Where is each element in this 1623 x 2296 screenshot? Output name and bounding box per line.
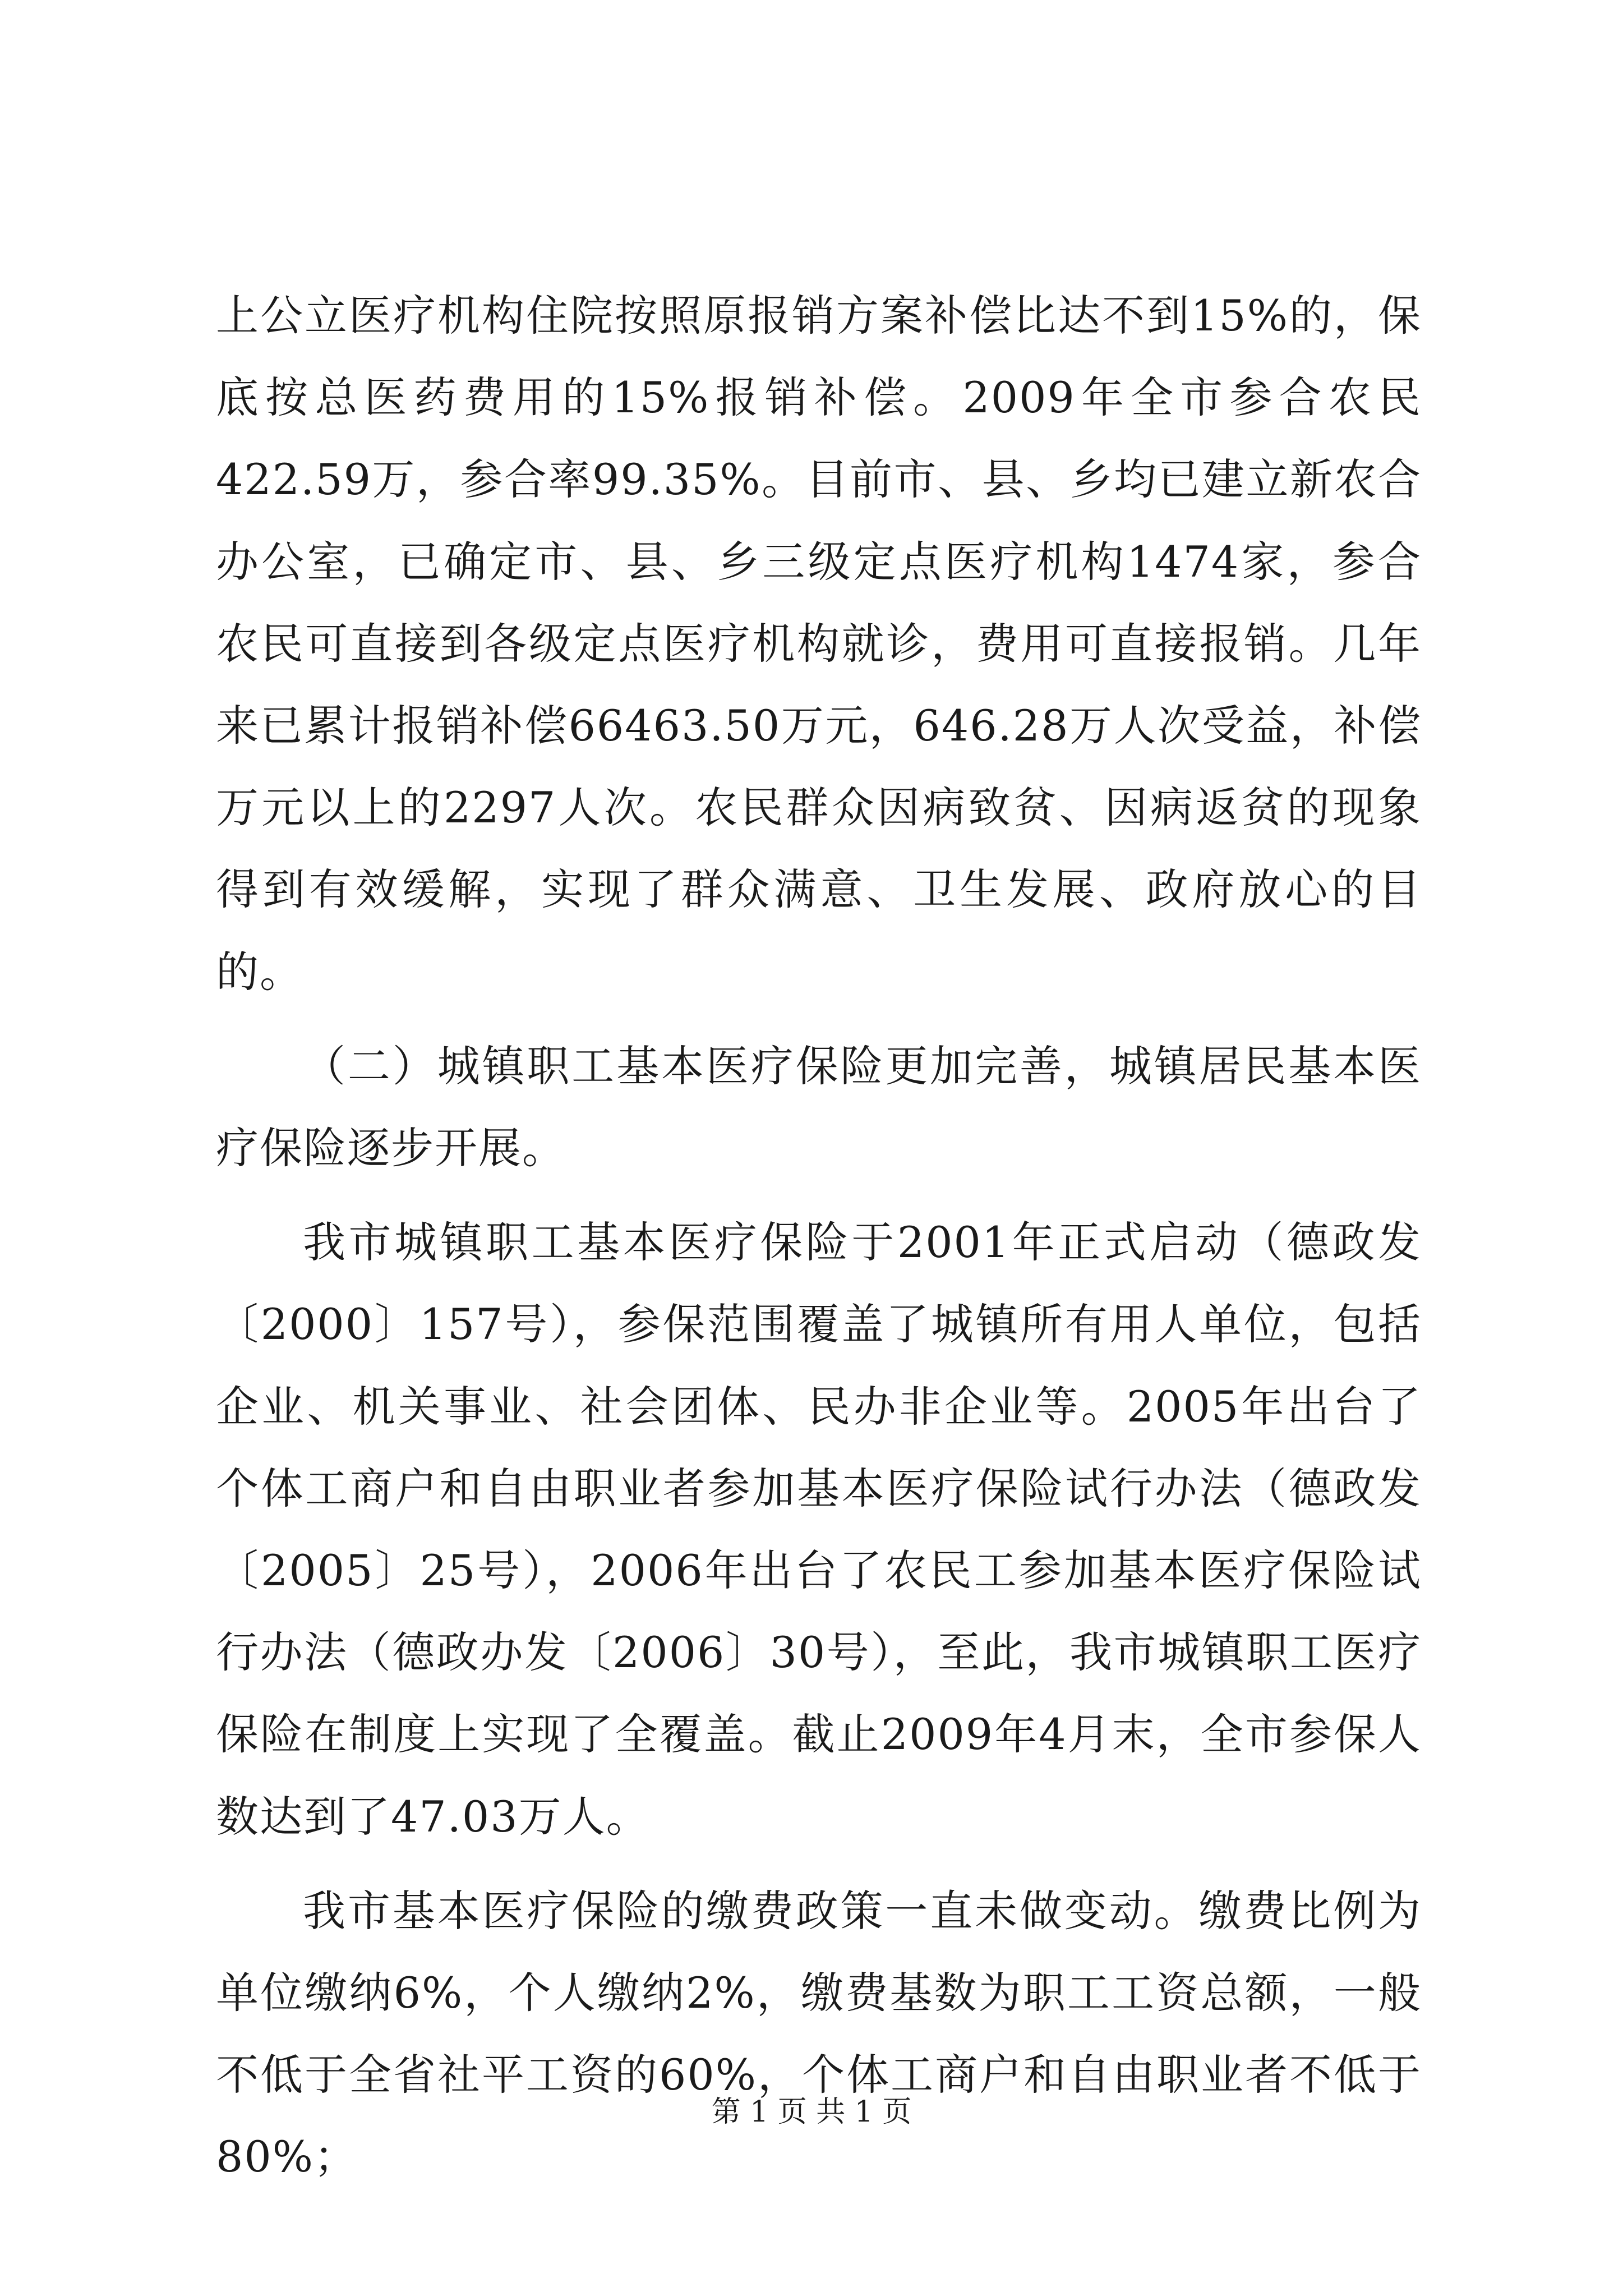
paragraph-continued: 上公立医疗机构住院按照原报销方案补偿比达不到15%的，保底按总医药费用的15%报销补偿。2009年全市参合农民422.59万，参合率99.35%。目前市、县、乡均已建立新农合办公室，已确定市、县、乡三级定点医疗机构1474家，参合农民可直接到各级定点医疗机构就诊，费用可直接报销。几年来已累计报销补偿66463.50万元，646.28万人次受益，补偿万元以上的2297人次。农民群众因病致贫、因病返贫的现象得到有效缓解，实现了群众满意、卫生发展、政府放心的目的。 (216, 291, 1422, 997)
paragraph-employee-insurance: 我市城镇职工基本医疗保险于2001年正式启动（德政发〔2000〕157号），参保范围覆盖了城镇所有用人单位，包括企业、机关事业、社会团体、民办非企业等。2005年出台了个体工商户和自由职业者参加基本医疗保险试行办法（德政发〔2005〕25号），2006年出台了农民工参加基本医疗保险试行办法（德政办发〔2006〕30号），至此，我市城镇职工医疗保险在制度上实现了全覆盖。截止2009年4月末，全市参保人数达到了47.03万人。 (216, 1217, 1422, 1842)
page-footer: 第 1 页 共 1 页 (711, 2095, 912, 2129)
section-heading: （二）城镇职工基本医疗保险更加完善，城镇居民基本医疗保险逐步开展。 (216, 1041, 1422, 1174)
document-body (216, 275, 1422, 2211)
paragraph-contribution-policy: 我市基本医疗保险的缴费政策一直未做变动。缴费比例为单位缴纳6%，个人缴纳2%，缴费基数为职工工资总额，一般不低于全省社平工资的60%，个体工商户和自由职业者不低于80%； (216, 1885, 1422, 2182)
